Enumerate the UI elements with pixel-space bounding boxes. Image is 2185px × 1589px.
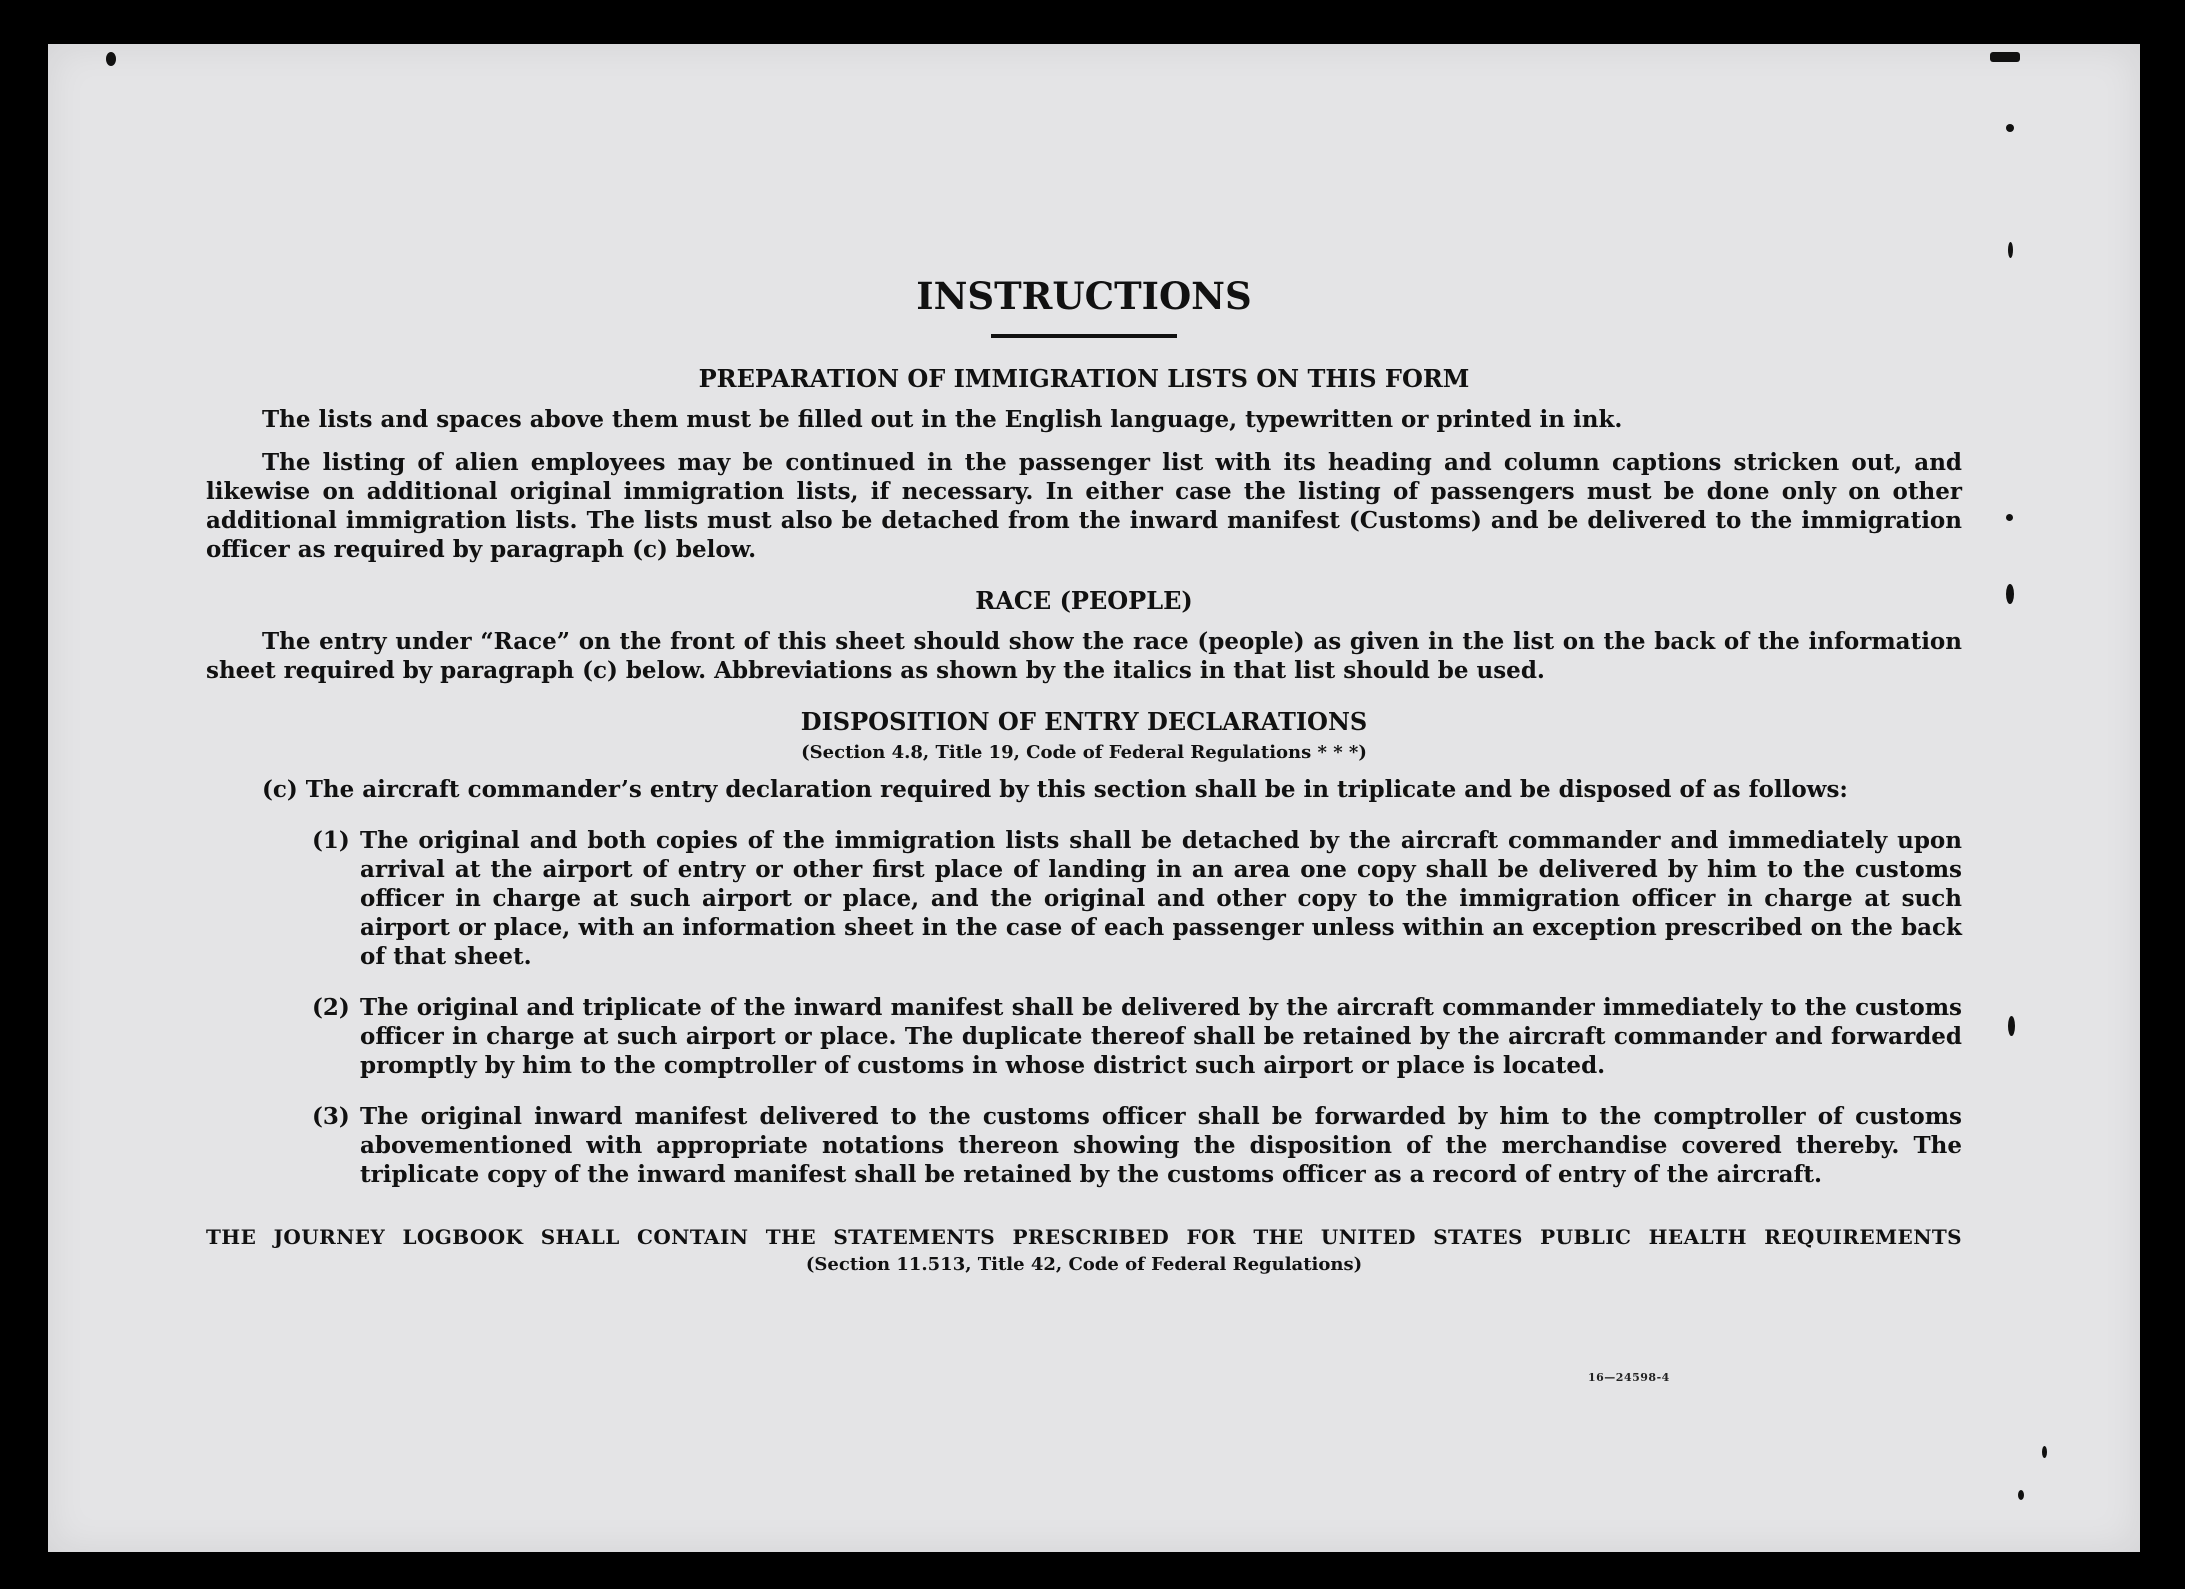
- section-heading-disposition: DISPOSITION OF ENTRY DECLARATIONS: [800, 707, 1368, 737]
- section-heading-race: RACE (PEOPLE): [975, 586, 1193, 616]
- form-number: 16—24598-4: [1588, 1371, 1670, 1384]
- instructions-content: [206, 274, 1962, 1275]
- list-item: [312, 1102, 1962, 1189]
- list-item-text: The original and triplicate of the inward manifest shall be delivered by the aircraft commander immediately to the customs officer in charge at such airport or place. The duplicate thereof shall be retained by the aircraft commander and forwarded promptly by him to the comptroller of customs in whose district such airport or place is located.: [360, 994, 1962, 1080]
- edge-mark: [2008, 1016, 2015, 1036]
- list-item-text: The original and both copies of the immigration lists shall be detached by the aircraft commander and immediately upon arrival at the airport of entry or other first place of landing in an area one copy shall be delivered by him to the customs officer in charge at such airport or place, and the original and other copy to the immigration officer in charge at such airport or place, with an information sheet in the case of each passenger unless within an exception prescribed on the back of that sheet.: [360, 827, 1962, 971]
- edge-mark: [2042, 1446, 2047, 1458]
- edge-mark: [2006, 124, 2014, 132]
- paragraph: (c) The aircraft commander’s entry declaration required by this section shall be in triplicate and be disposed of as follows:: [262, 776, 1848, 804]
- list-item: [312, 993, 1962, 1080]
- section-citation: (Section 4.8, Title 19, Code of Federal Regulations * * *): [801, 742, 1367, 764]
- list-item-number: (1): [312, 827, 350, 855]
- list-item: [312, 826, 1962, 971]
- edge-mark: [2006, 584, 2014, 604]
- edge-mark: [1990, 52, 2020, 62]
- edge-mark: [2008, 242, 2013, 258]
- list-item-number: (2): [312, 994, 350, 1022]
- edge-mark: [106, 52, 116, 66]
- edge-mark: [2018, 1490, 2024, 1500]
- document-page: [48, 44, 2140, 1552]
- footer-statement: THE JOURNEY LOGBOOK SHALL CONTAIN THE STATEMENTS PRESCRIBED FOR THE UNITED STATES PUBLIC HEALTH REQUIREMENTS: [206, 1225, 1962, 1250]
- paragraph: The entry under “Race” on the front of this sheet should show the race (people) as given in the list on the back of the information sheet required by paragraph (c) below. Abbreviations as shown by the italics in that list should be used.: [206, 628, 1962, 685]
- edge-mark: [2006, 514, 2013, 521]
- paragraph: The listing of alien employees may be continued in the passenger list with its heading and column captions stricken out, and likewise on additional original immigration lists, if necessary. In either case the listing of passengers must be done only on other additional immigration lists. The lists must also be detached from the inward manifest (Customs) and be delivered to the immigration officer as required by paragraph (c) below.: [206, 449, 1962, 564]
- paragraph: The lists and spaces above them must be filled out in the English language, typewritten or printed in ink.: [262, 406, 1623, 434]
- list-item-number: (3): [312, 1103, 350, 1131]
- title-underline: [991, 334, 1177, 338]
- section-heading-preparation: PREPARATION OF IMMIGRATION LISTS ON THIS FORM: [698, 364, 1470, 394]
- list-item-text: The original inward manifest delivered to the customs officer shall be forwarded by him to the comptroller of customs abovementioned with appropriate notations thereon showing the disposition of the merchandise covered thereby. The triplicate copy of the inward manifest shall be retained by the customs officer as a record of entry of the aircraft.: [360, 1103, 1962, 1189]
- footer-citation: (Section 11.513, Title 42, Code of Federal Regulations): [805, 1254, 1363, 1276]
- page-title: INSTRUCTIONS: [916, 274, 1252, 318]
